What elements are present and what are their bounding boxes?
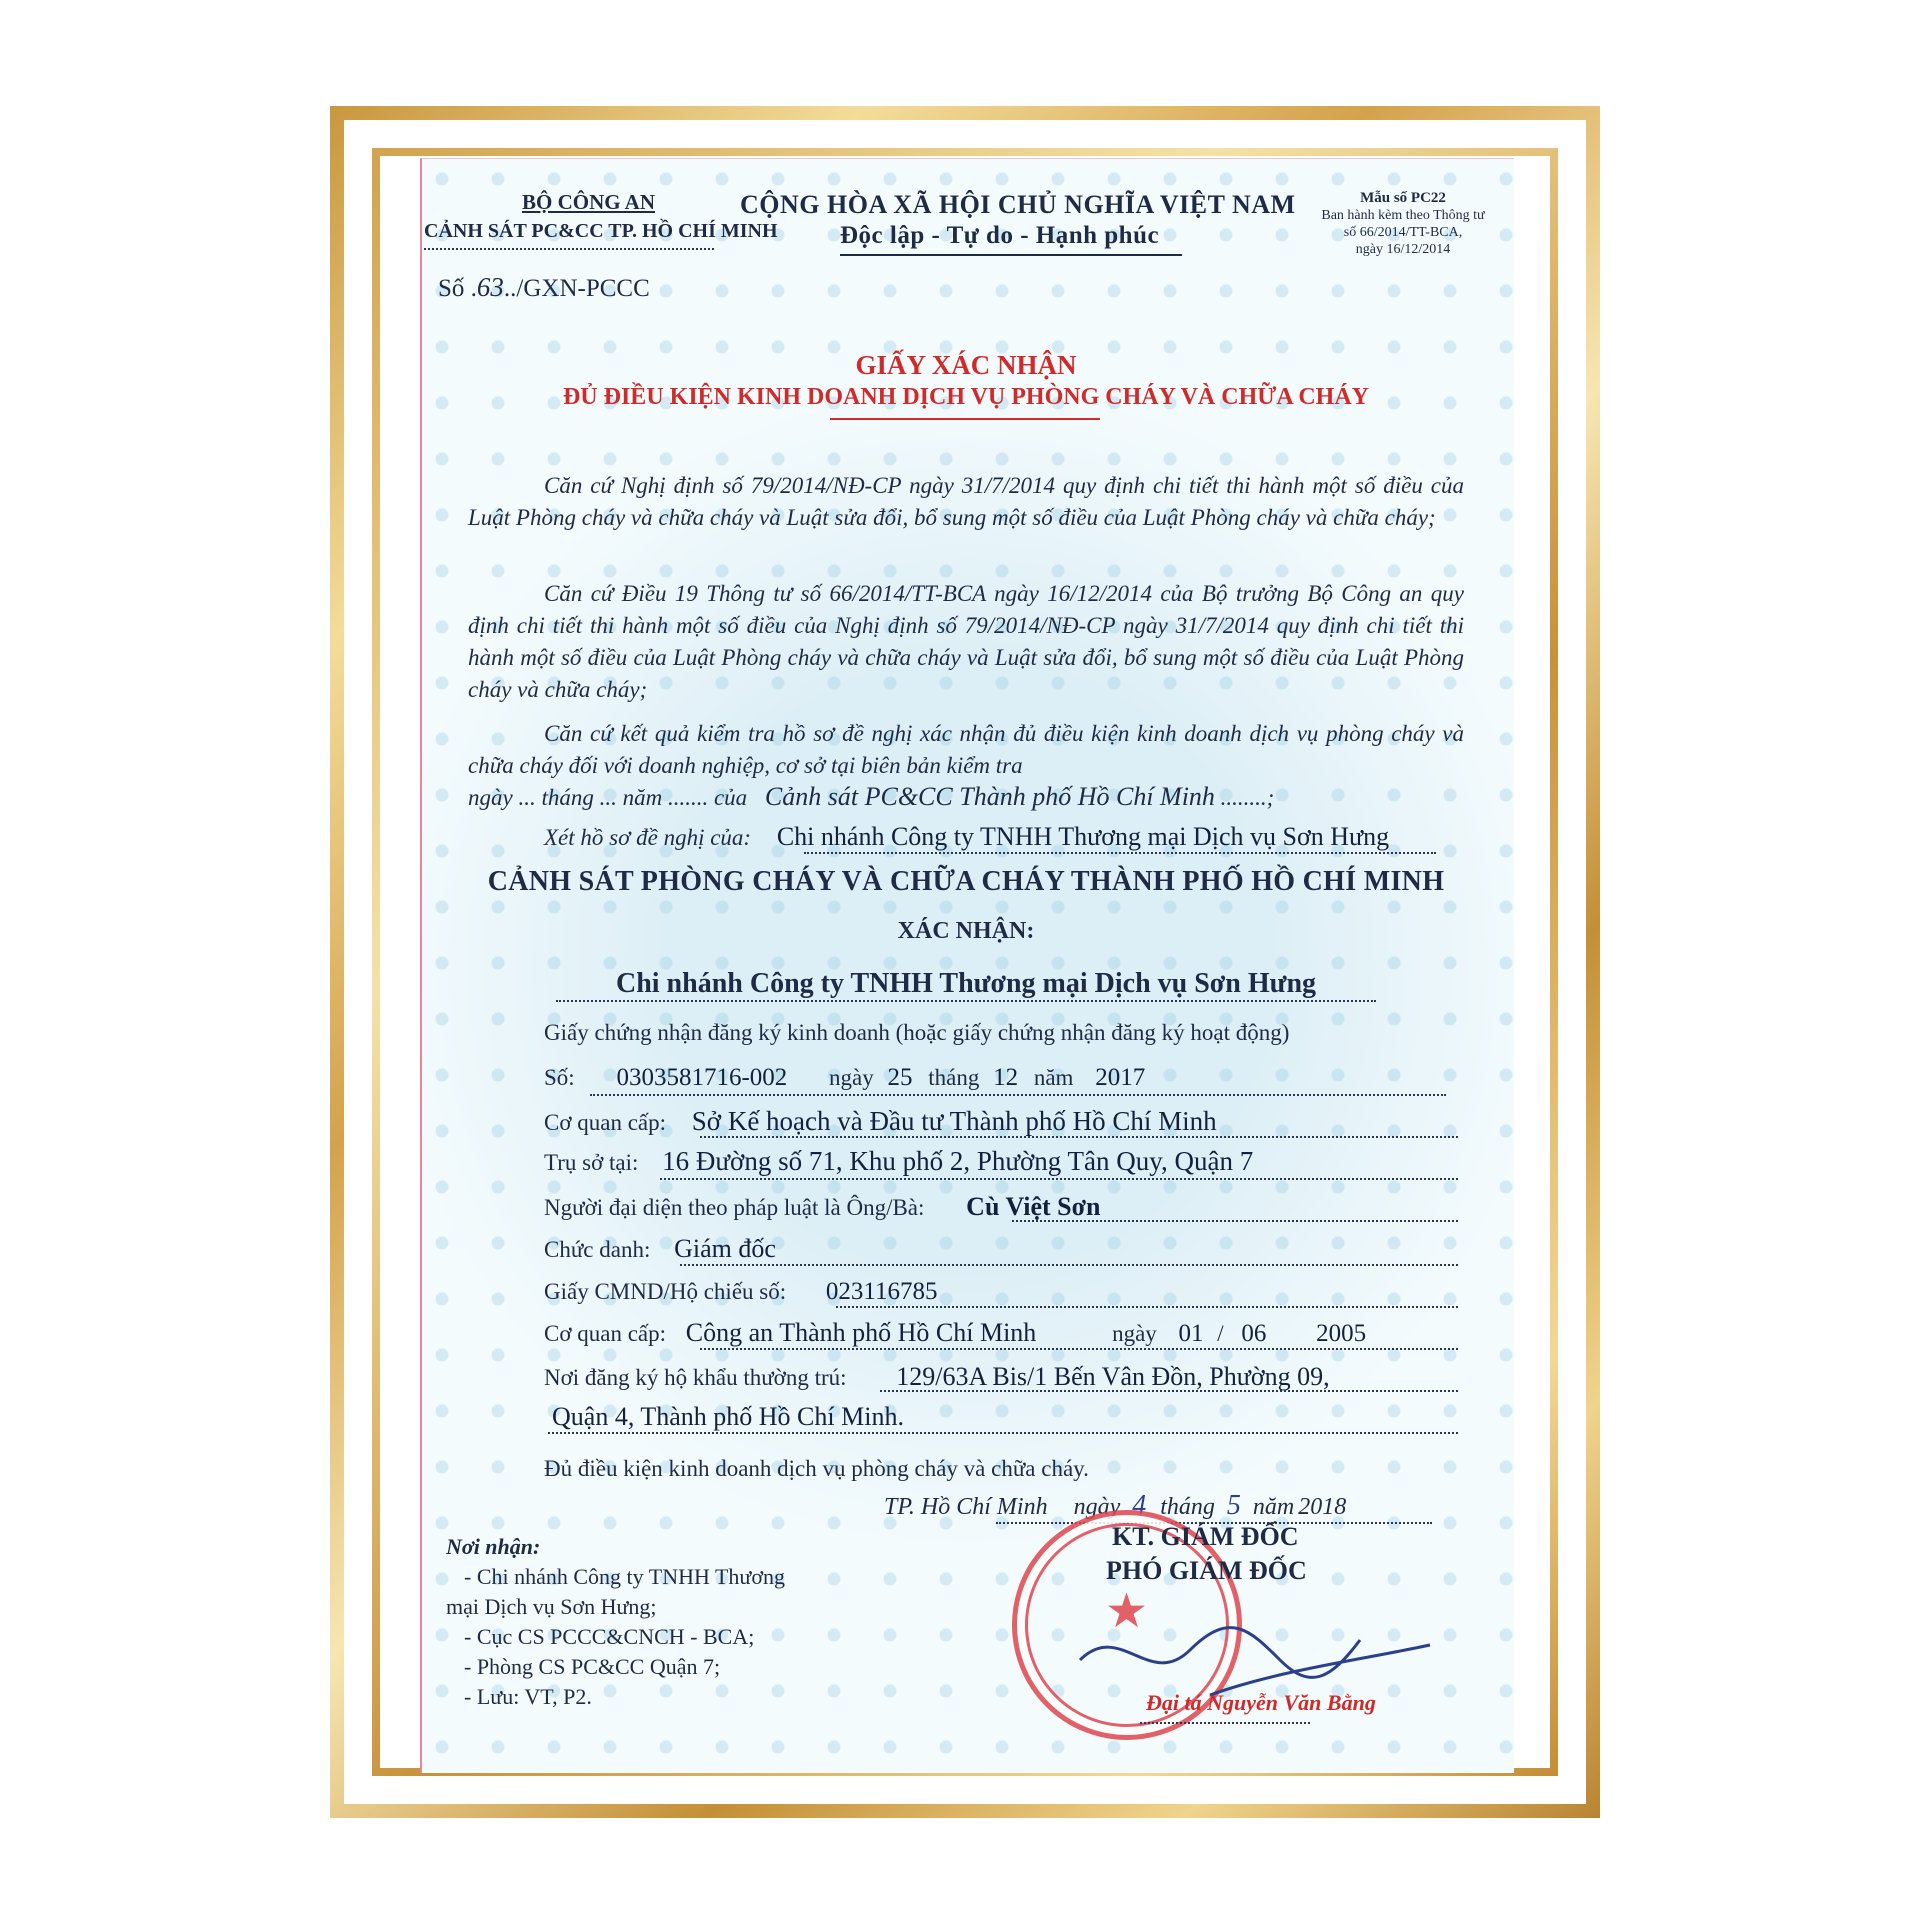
recipient-2: - Cục CS PCCC&CNCH - BCA; <box>464 1624 755 1649</box>
residence-value-1: 129/63A Bis/1 Bến Vân Đồn, Phường 09, <box>896 1362 1330 1391</box>
preamble-decree: Căn cứ Nghị định số 79/2014/NĐ-CP ngày 31/7/2014 quy định chi tiết thi hành một số điều của Luật Phòng cháy và chữa cháy và Luật sửa đổi, bổ sung một số điều của Luật Phòng cháy và chữa cháy; <box>468 473 1464 530</box>
signer-name: Đại tá Nguyễn Văn Bằng <box>1146 1690 1376 1715</box>
issuer-line: Cơ quan cấp: Sở Kế hoạch và Đầu tư Thành phố Hồ Chí Minh <box>544 1106 1217 1136</box>
recipient-1b: mại Dịch vụ Sơn Hưng; <box>446 1594 657 1619</box>
residence-line: Nơi đăng ký hộ khẩu thường trú: 129/63A Bis/1 Bến Vân Đồn, Phường 09, <box>544 1362 1330 1391</box>
confirm-label: XÁC NHẬN: <box>897 918 1035 944</box>
position-line: Chức danh: Giám đốc <box>544 1234 776 1263</box>
id-number: 023116785 <box>825 1278 938 1305</box>
inspection-authority: Cảnh sát PC&CC Thành phố Hồ Chí Minh <box>764 782 1215 811</box>
signing-date: TP. Hồ Chí Minh ngày 4 tháng 5 năm 2018 <box>884 1490 1347 1521</box>
issuer-value: Sở Kế hoạch và Đầu tư Thành phố Hồ Chí Minh <box>691 1106 1217 1136</box>
id-issuer-value: Công an Thành phố Hồ Chí Minh <box>685 1318 1037 1347</box>
department-name: CẢNH SÁT PC&CC TP. HỒ CHÍ MINH <box>424 220 778 242</box>
registration-number-line: Số: 0303581716-002 ngày 25 tháng 12 năm 2017 <box>544 1064 1146 1091</box>
registration-cert-label: Giấy chứng nhận đăng ký kinh doanh (hoặc giấy chứng nhận đăng ký hoạt động) <box>544 1020 1290 1045</box>
ministry-name: BỘ CÔNG AN <box>522 190 656 214</box>
applicant-line: Xét hồ sơ đề nghị của: Chi nhánh Công ty TNHH Thương mại Dịch vụ Sơn Hưng <box>544 822 1390 851</box>
certificate-subtitle: ĐỦ ĐIỀU KIỆN KINH DOANH DỊCH VỤ PHÒNG CHÁY VÀ CHỮA CHÁY <box>562 384 1370 410</box>
national-motto: Độc lập - Tự do - Hạnh phúc <box>840 222 1160 249</box>
id-number-line: Giấy CMND/Hộ chiếu số: 023116785 <box>544 1278 938 1305</box>
document-number: Số .63../GXN-PCCC <box>438 272 650 302</box>
representative-name: Cù Việt Sơn <box>966 1192 1101 1221</box>
certificate-title: GIẤY XÁC NHẬN <box>855 350 1077 380</box>
signer-role-2: PHÓ GIÁM ĐỐC <box>1106 1556 1307 1585</box>
company-name: Chi nhánh Công ty TNHH Thương mại Dịch vụ Sơn Hưng <box>615 968 1317 999</box>
inspection-date-line: ngày ... tháng ... năm ....... của Cảnh sát PC&CC Thành phố Hồ Chí Minh ........; <box>468 782 1275 811</box>
representative-line: Người đại diện theo pháp luật là Ông/Bà: Cù Việt Sơn <box>544 1192 1101 1221</box>
recipient-4: - Lưu: VT, P2. <box>464 1684 592 1709</box>
preamble-inspection: Căn cứ kết quả kiểm tra hồ sơ đề nghị xác nhận đủ điều kiện kinh doanh dịch vụ phòng cháy và chữa cháy đối với doanh nghiệp, cơ sở tại biên bản kiểm tra <box>468 721 1464 778</box>
republic-name: CỘNG HÒA XÃ HỘI CHỦ NGHĨA VIỆT NAM <box>740 190 1296 219</box>
recipients-label: Nơi nhận: <box>446 1534 541 1559</box>
id-issuer-line: Cơ quan cấp: Công an Thành phố Hồ Chí Minh ngày 01 / 06 2005 <box>544 1318 1367 1347</box>
recipient-1a: - Chi nhánh Công ty TNHH Thương <box>464 1564 785 1589</box>
recipient-3: - Phòng CS PC&CC Quận 7; <box>464 1654 721 1679</box>
residence-value-2: Quận 4, Thành phố Hồ Chí Minh. <box>552 1402 904 1431</box>
applicant-name: Chi nhánh Công ty TNHH Thương mại Dịch vụ Sơn Hưng <box>776 822 1390 851</box>
star-emblem-icon: ★ <box>1105 1585 1149 1638</box>
signer-role-1: KT. GIÁM ĐỐC <box>1112 1522 1299 1551</box>
headquarters-line: Trụ sở tại: 16 Đường số 71, Khu phố 2, Phường Tân Quy, Quận 7 <box>544 1146 1254 1176</box>
form-code-block: Mẫu số PC22 Ban hành kèm theo Thông tư số 66/2014/TT-BCA, ngày 16/12/2014 <box>1321 190 1485 257</box>
registration-number: 0303581716-002 <box>616 1064 788 1091</box>
issuing-authority: CẢNH SÁT PHÒNG CHÁY VÀ CHỮA CHÁY THÀNH PHỐ HỒ CHÍ MINH <box>487 866 1445 897</box>
conclusion: Đủ điều kiện kinh doanh dịch vụ phòng cháy và chữa cháy. <box>544 1456 1089 1481</box>
number-value: 63 <box>476 272 504 302</box>
preamble-circular: Căn cứ Điều 19 Thông tư số 66/2014/TT-BCA ngày 16/12/2014 của Bộ trưởng Bộ Công an quy định chi tiết thi hành một số điều của Nghị định số 79/2014/NĐ-CP ngày 31/7/2014 quy định chi tiết thi hành một số điều của Luật Phòng cháy và chữa cháy và Luật sửa đổi, bổ sung một số điều của Luật Phòng cháy và chữa cháy; <box>468 581 1464 702</box>
position-value: Giám đốc <box>674 1234 776 1263</box>
headquarters-value: 16 Đường số 71, Khu phố 2, Phường Tân Quy, Quận 7 <box>662 1146 1254 1176</box>
